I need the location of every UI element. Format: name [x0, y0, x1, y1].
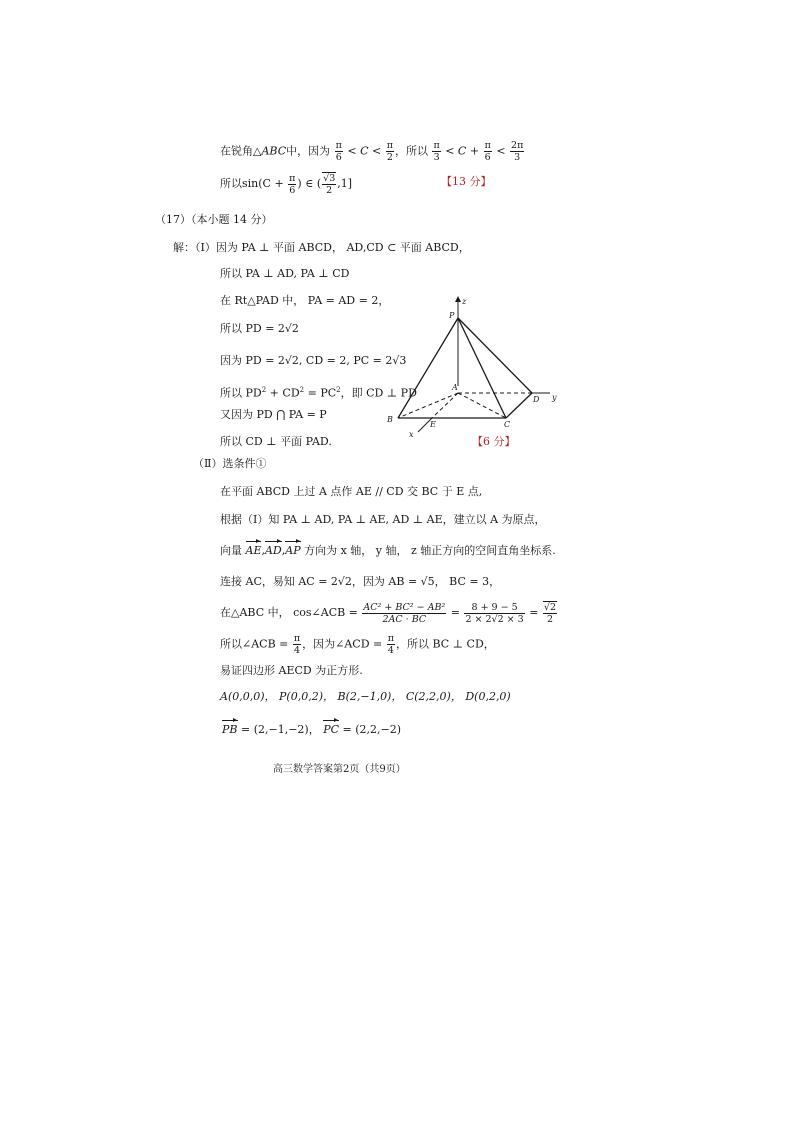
text: 所以sin(C + — [220, 177, 284, 190]
fraction: $\frac{8 + 9 - 5}{2 \times 2√2 \times 3}$ — [465, 601, 524, 625]
solution-line-8: 所以 CD ⊥ 平面 PAD. — [220, 435, 332, 448]
solution-line-1: 解：（Ⅰ）因为 PA ⊥ 平面 ABCD， AD,CD ⊂ 平面 ABCD， — [173, 241, 470, 254]
part-2-line-8: A(0,0,0)， P(0,0,2)， B(2,−1,0)， C(2,2,0)， D(0,2,0) — [220, 690, 511, 703]
label-P: P — [449, 311, 455, 320]
vector-PC: PC — [323, 723, 340, 736]
part-2-line-2: 根据（Ⅰ）知 PA ⊥ AD, PA ⊥ AE, AD ⊥ AE，建立以 A 为原点， — [220, 513, 546, 526]
label-y: y — [552, 393, 557, 402]
fraction: $\frac{\text{AC² + BC² − AB²}}{2AC \cdot BC}$ — [363, 601, 446, 625]
text: 在锐角△ — [220, 144, 262, 158]
text: ABC — [261, 144, 287, 158]
label-B: B — [387, 415, 393, 424]
fraction: $\frac{√3}{2}$ — [323, 173, 336, 196]
solution-line-2: 所以 PA ⊥ AD, PA ⊥ CD — [220, 267, 350, 280]
vector-AP: AP — [285, 544, 301, 557]
text: ,1] — [337, 177, 353, 190]
label-z: z — [462, 297, 467, 306]
part-2-line-4: 连接 AC，易知 AC = 2√2，因为 AB = √5， BC = 3， — [220, 575, 501, 588]
part-2-line-3: 向量 AE,AD,AP 方向为 x 轴， y 轴， z 轴正方向的空间直角坐标系. — [220, 544, 556, 557]
solution-line-5: 因为 PD = 2√2, CD = 2, PC = 2√3 — [220, 354, 407, 367]
vector-PB: PB — [222, 723, 238, 736]
fraction: $\frac{\pi}{3}$ — [433, 140, 440, 163]
score-13: 【13 分】 — [441, 175, 492, 188]
part-2-heading: （Ⅱ）选条件① — [193, 457, 267, 470]
label-A: A — [452, 383, 458, 392]
fraction: $\frac{√2}{2}$ — [543, 602, 557, 625]
part-2-line-5: 在△ABC 中， cos∠ACB = $\frac{\text{AC² + BC² − AB²}}{2AC \cdot BC}$ = $\frac{8 + 9 - 5}{2 \times 2√2 \times 3}$ = $\frac{√2}{2}$ — [220, 601, 557, 625]
solution-line-6: 所以 $PD^2 + CD^2 = PC^2$，即 CD ⊥ PD — [220, 386, 417, 400]
line-2 — [220, 172, 352, 196]
part-2-line-6: 所以∠ACB = $\frac{\pi}{4}$ ，因为∠ACD = $\frac{\pi}{4}$ ，所以 BC ⊥ CD， — [220, 633, 495, 656]
fraction: $\frac{\pi}{6}$ — [484, 140, 491, 163]
solution-line-4: 所以 PD = 2√2 — [220, 322, 299, 335]
text: < C < — [347, 144, 382, 158]
fraction: $\frac{\pi}{6}$ — [289, 172, 296, 196]
vector-AE: AE — [245, 544, 262, 557]
label-D: D — [533, 395, 540, 404]
part-2-line-7: 易证四边形 AECD 为正方形. — [220, 664, 363, 677]
fraction: $\frac{\pi}{4}$ — [293, 633, 301, 656]
part-2-line-1: 在平面 ABCD 上过 A 点作 AE // CD 交 BC 于 E 点, — [220, 485, 483, 498]
label-x: x — [409, 430, 414, 439]
fraction: $\frac{\pi}{4}$ — [387, 633, 394, 656]
page-footer: 高三数学答案第2页（共9页） — [273, 764, 406, 775]
text: < C + — [445, 144, 480, 158]
question-17-heading: （17）（本小题 14 分） — [155, 213, 273, 226]
text: ) ∈ ( — [297, 177, 322, 190]
fraction: $\frac{\pi}{2}$ — [386, 140, 393, 163]
pyramid-figure — [382, 296, 562, 441]
label-C: C — [504, 420, 511, 429]
text: 中，因为 — [286, 144, 331, 158]
solution-line-7: 又因为 PD ⋂ PA = P — [220, 408, 327, 421]
score-6: 【6 分】 — [472, 435, 516, 448]
label-E: E — [430, 420, 436, 429]
fraction: $\frac{\pi}{6}$ — [335, 140, 342, 163]
solution-line-3: 在 Rt△PAD 中， PA = AD = 2， — [220, 294, 390, 307]
fraction: $\frac{2\pi}{3}$ — [511, 140, 524, 163]
part-2-line-9: PB = (2,−1,−2)， PC = (2,2,−2) — [222, 723, 402, 736]
line-1 — [220, 140, 525, 163]
text: < — [496, 144, 506, 158]
vector-AD: AD — [264, 544, 282, 557]
text: ，所以 — [394, 144, 428, 158]
